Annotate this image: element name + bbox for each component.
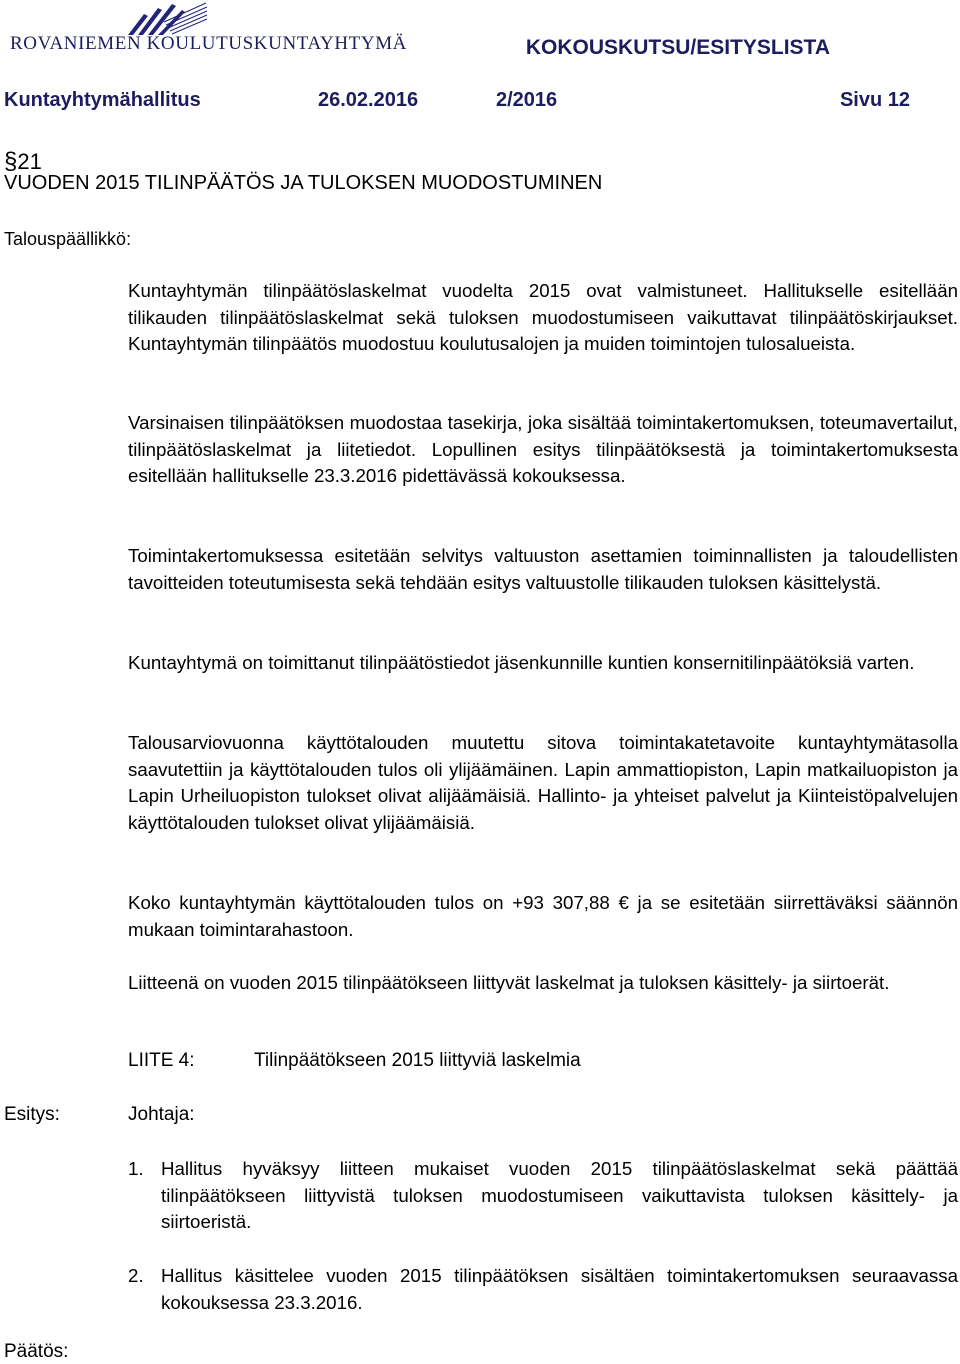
paragraph-6-block [128,890,958,943]
org-name: ROVANIEMEN KOULUTUSKUNTAYHTYMÄ [10,33,408,54]
attachment-title: Tilinpäätökseen 2015 liittyviä laskelmia [254,1050,581,1071]
meeting-body: Kuntayhtymähallitus [4,89,201,111]
meeting-date: 26.02.2016 [318,89,419,111]
paragraph: Kuntayhtymän tilinpäätöslaskelmat vuodelta 2015 ovat valmistuneet. Hallitukselle esitellään tilikauden tilinpäätöslaskelmat sekä tuloksen muodostumiseen vaikuttavat tilinpäätöskirjaukset. Kuntayhtymän tilinpäätös muodostuu koulutusalojen ja muiden toimintojen tulosalueista. [128,280,958,354]
paragraph: Koko kuntayhtymän käyttötalouden tulos on +93 307,88 € ja se esitetään siirrettäväksi säännön mukaan toimintarahastoon. [128,892,958,940]
section-number-value: 21 [17,149,42,174]
paragraph: Talousarviovuonna käyttötalouden muutettu sitova toimintakatetavoite kuntayhtymätasolla saavutettiin ja käyttötalouden tulos oli ylijäämäinen. Lapin ammattiopiston, Lapin matkailuopiston ja Lapin Urheiluopiston tulokset olivat alijäämäisiä. Hallinto- ja yhteiset palvelut ja Kiinteistöpalvelujen käyttötalouden tulokset olivat ylijäämäisiä. [128,732,958,833]
section-symbol: § [4,148,18,175]
list-item-text: Hallitus hyväksyy liitteen mukaiset vuoden 2015 tilinpäätöslaskelmat sekä päättää tilinpäätökseen liittyvistä tuloksen muodostumiseen vaikuttavista tuloksen käsittely- ja siirtoeristä. [161,1158,958,1232]
proposal-item-1 [128,1156,958,1236]
paragraph: Varsinaisen tilinpäätöksen muodostaa tasekirja, joka sisältää toimintakertomuksen, toteumavertailut, tilinpäätöslaskelmat ja liitetiedot. Lopullinen esitys tilinpäätöksestä ja toimintakertomuksesta esitellään hallitukselle 23.3.2016 pidettävässä kokouksessa. [128,412,958,486]
paragraph-1-block [128,278,958,358]
org-logo [10,2,408,62]
paragraph-2-block [128,410,958,490]
attachment-label: LIITE 4: [128,1050,195,1071]
paragraph-7-block [128,970,958,997]
list-item-text: Hallitus käsittelee vuoden 2015 tilinpäätöksen sisältäen toimintakertomuksen seuraavassa kokouksessa 23.3.2016. [161,1265,958,1313]
proposal-label: Esitys: [4,1104,60,1125]
list-item [128,1263,958,1316]
presenter-label: Talouspäällikkö: [4,229,132,249]
paragraph: Liitteenä on vuoden 2015 tilinpäätökseen liittyvät laskelmat ja tuloksen käsittely- ja siirtoerät. [128,972,890,993]
document-type: KOKOUSKUTSU/ESITYSLISTA [525,36,830,59]
paragraph-4-block [128,650,958,677]
page-number: Sivu 12 [839,89,910,111]
paragraph-3-block [128,543,958,596]
section-title: VUODEN 2015 TILINPÄÄTÖS JA TULOKSEN MUODOSTUMINEN [4,172,603,194]
list-item [128,1156,958,1236]
logo-emblem-icon [108,2,208,36]
decision-label: Päätös: [4,1341,69,1362]
paragraph-5-block [128,730,958,836]
paragraph: Kuntayhtymä on toimittanut tilinpäätöstiedot jäsenkunnille kuntien konsernitilinpäätöksiä varten. [128,652,915,673]
list-item-number: 1. [128,1158,144,1179]
list-item-number: 2. [128,1265,144,1286]
paragraph: Toimintakertomuksessa esitetään selvitys valtuuston asettamien toiminnallisten ja taloudellisten tavoitteiden toteutumisesta sekä tehdään esitys valtuustolle tilikauden tuloksen käsittelystä. [128,545,958,593]
meeting-number: 2/2016 [496,89,558,111]
proposer-label: Johtaja: [128,1104,195,1125]
proposal-item-2 [128,1263,958,1316]
